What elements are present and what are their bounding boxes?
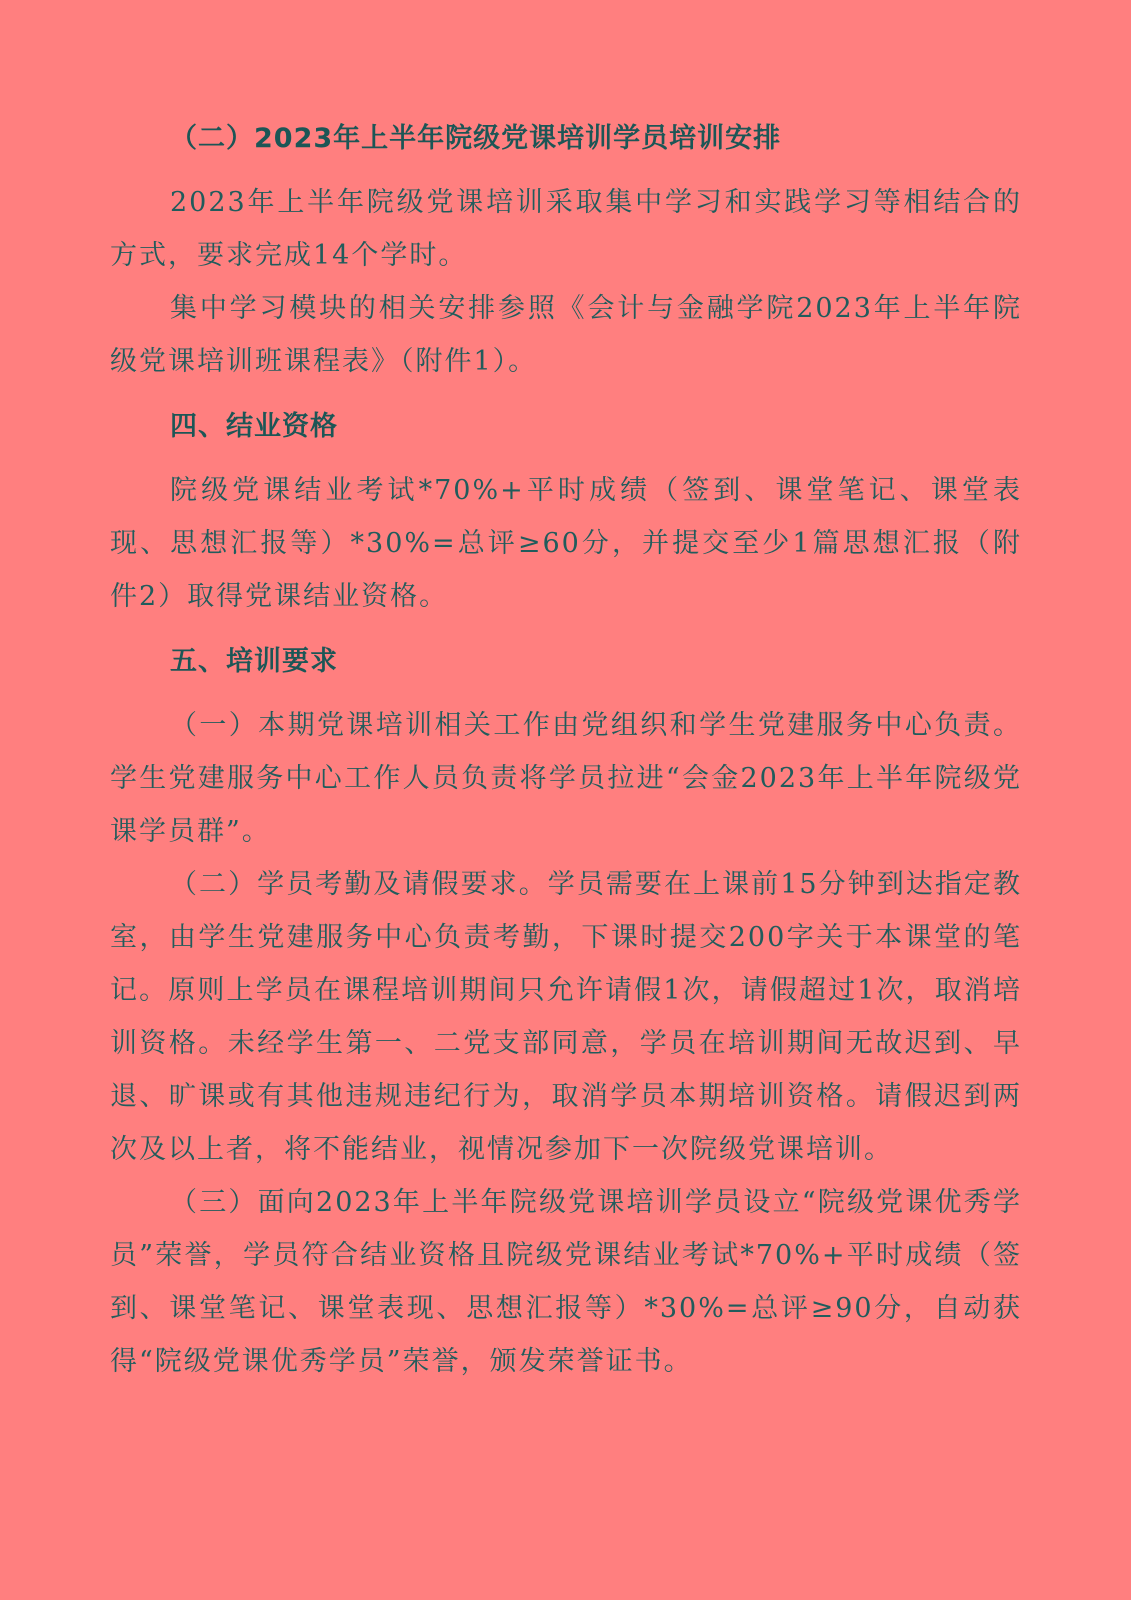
- section-heading-requirements: 五、培训要求: [170, 646, 338, 677]
- paragraph-requirement-1: （一）本期党课培训相关工作由党组织和学生党建服务中心负责。学生党建服务中心工作人员负责将学员拉进“会金2023年上半年院级党课学员群”。: [110, 710, 1022, 847]
- paragraph-requirement-2: （二）学员考勤及请假要求。学员需要在上课前15分钟到达指定教室，由学生党建服务中心负责考勤，下课时提交200字关于本课堂的笔记。原则上学员在课程培训期间只允许请假1次，请假超过1次，取消培训资格。未经学生第一、二党支部同意，学员在培训期间无故迟到、早退、旷课或有其他违规违纪行为，取消学员本期培训资格。请假迟到两次及以上者，将不能结业，视情况参加下一次院级党课培训。: [110, 869, 1022, 1165]
- paragraph-training-mode: 2023年上半年院级党课培训采取集中学习和实践学习等相结合的方式，要求完成14个学时。: [110, 187, 1022, 271]
- paragraph-graduation-criteria: 院级党课结业考试*70%+平时成绩（签到、课堂笔记、课堂表现、思想汇报等）*30%=总评≥60分，并提交至少1篇思想汇报（附件2）取得党课结业资格。: [110, 475, 1022, 612]
- subsection-heading-training-arrangement: （二）2023年上半年院级党课培训学员培训安排: [170, 123, 782, 154]
- section-heading-graduation: 四、结业资格: [170, 411, 338, 442]
- paragraph-requirement-3: （三）面向2023年上半年院级党课培训学员设立“院级党课优秀学员”荣誉，学员符合结业资格且院级党课结业考试*70%+平时成绩（签到、课堂笔记、课堂表现、思想汇报等）*30%=总评≥90分，自动获得“院级党课优秀学员”荣誉，颁发荣誉证书。: [110, 1187, 1022, 1377]
- paragraph-centralized-study: 集中学习模块的相关安排参照《会计与金融学院2023年上半年院级党课培训班课程表》（附件1）。: [110, 293, 1022, 377]
- document-page: [110, 112, 1022, 1388]
